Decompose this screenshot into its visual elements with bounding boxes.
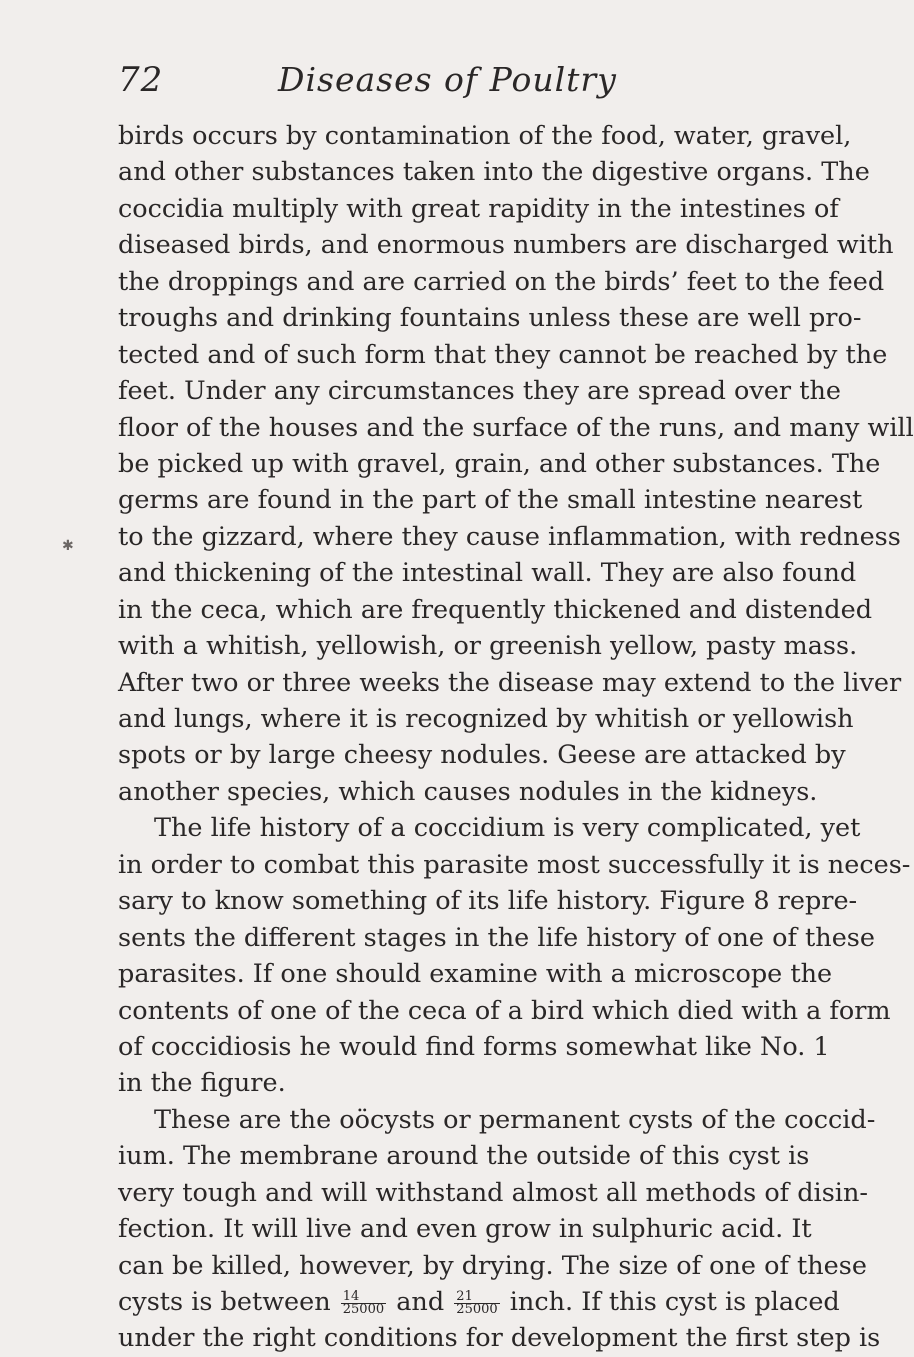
text-line: parasites. If one should examine with a microscope the [118,959,833,990]
text-line: birds occurs by contamination of the food, water, gravel, [118,121,852,151]
text-line: fection. It will live and even grow in sulphuric acid. It [118,1214,812,1245]
text-line: floor of the houses and the surface of the runs, and many will [118,412,914,443]
fraction-denominator: 25000 [456,1301,498,1317]
text-line: of coccidiosis he would find forms somewhat like No. 1 [118,1031,830,1062]
page-number: 72 [118,60,164,100]
text-line: be picked up with gravel, grain, and other substances. The [118,448,881,479]
text-line: very tough and will withstand almost all methods of disin- [118,1177,868,1208]
body-text [118,118,914,1357]
paragraph-1 [118,118,914,810]
text-line: feet. Under any circumstances they are spread over the [118,376,841,407]
text-line: After two or three weeks the disease may extend to the liver [118,667,902,698]
text-line: in the figure. [118,1068,286,1099]
text-line: to the gizzard, where they cause inflammation, with redness [118,521,901,552]
fraction-max-size [454,1288,499,1317]
text-line: These are the oöcysts or permanent cysts of the coccid- [154,1104,876,1135]
text-line: with a whitish, yellowish, or greenish yellow, pasty mass. [118,631,858,662]
text-line: in order to combat this parasite most successfully it is neces- [118,849,911,880]
text-line: and lungs, where it is recognized by whitish or yellowish [118,704,854,734]
text-line: sary to know something of its life history. Figure 8 repre- [118,886,858,917]
text-line: sents the different stages in the life history of one of these [118,922,875,953]
size-text-middle: and [396,1287,445,1317]
fraction-denominator: 25000 [342,1301,385,1317]
text-line: in the ceca, which are frequently thickened and distended [118,594,873,625]
text-line: and thickening of the intestinal wall. They are also found [118,558,857,589]
running-title: Diseases of Poultry [278,60,617,99]
size-text-before: cysts is between [118,1287,331,1317]
text-line: under the right conditions for development the first step is [118,1323,881,1354]
text-line: coccidia multiply with great rapidity in the intestines of [118,193,839,224]
fraction-numerator: 21 [454,1291,499,1304]
margin-mark: ✱ [62,538,74,554]
paragraph-3 [118,1102,881,1357]
size-text-line [118,1284,840,1320]
page-header [118,60,678,110]
size-text-after: inch. If this cyst is placed [509,1287,840,1317]
text-line: germs are found in the part of the small intestine nearest [118,485,863,516]
text-line: The life history of a coccidium is very complicated, yet [154,813,861,844]
text-line: ium. The membrane around the outside of this cyst is [118,1141,810,1172]
text-line: can be killed, however, by drying. The size of one of these [118,1250,867,1281]
text-line: tected and of such form that they cannot be reached by the [118,339,888,370]
paragraph-2 [118,810,911,1102]
text-line: the droppings and are carried on the birds’ feet to the feed [118,266,885,297]
text-line: spots or by large cheesy nodules. Geese are attacked by [118,740,846,771]
text-line: troughs and drinking fountains unless these are well pro- [118,303,862,334]
text-line: another species, which causes nodules in the kidneys. [118,776,818,807]
fraction-min-size [341,1288,386,1317]
fraction-numerator: 14 [341,1291,386,1304]
text-line: diseased birds, and enormous numbers are discharged with [118,230,894,261]
text-line: contents of one of the ceca of a bird which died with a form [118,995,891,1026]
text-line: and other substances taken into the digestive organs. The [118,157,870,188]
